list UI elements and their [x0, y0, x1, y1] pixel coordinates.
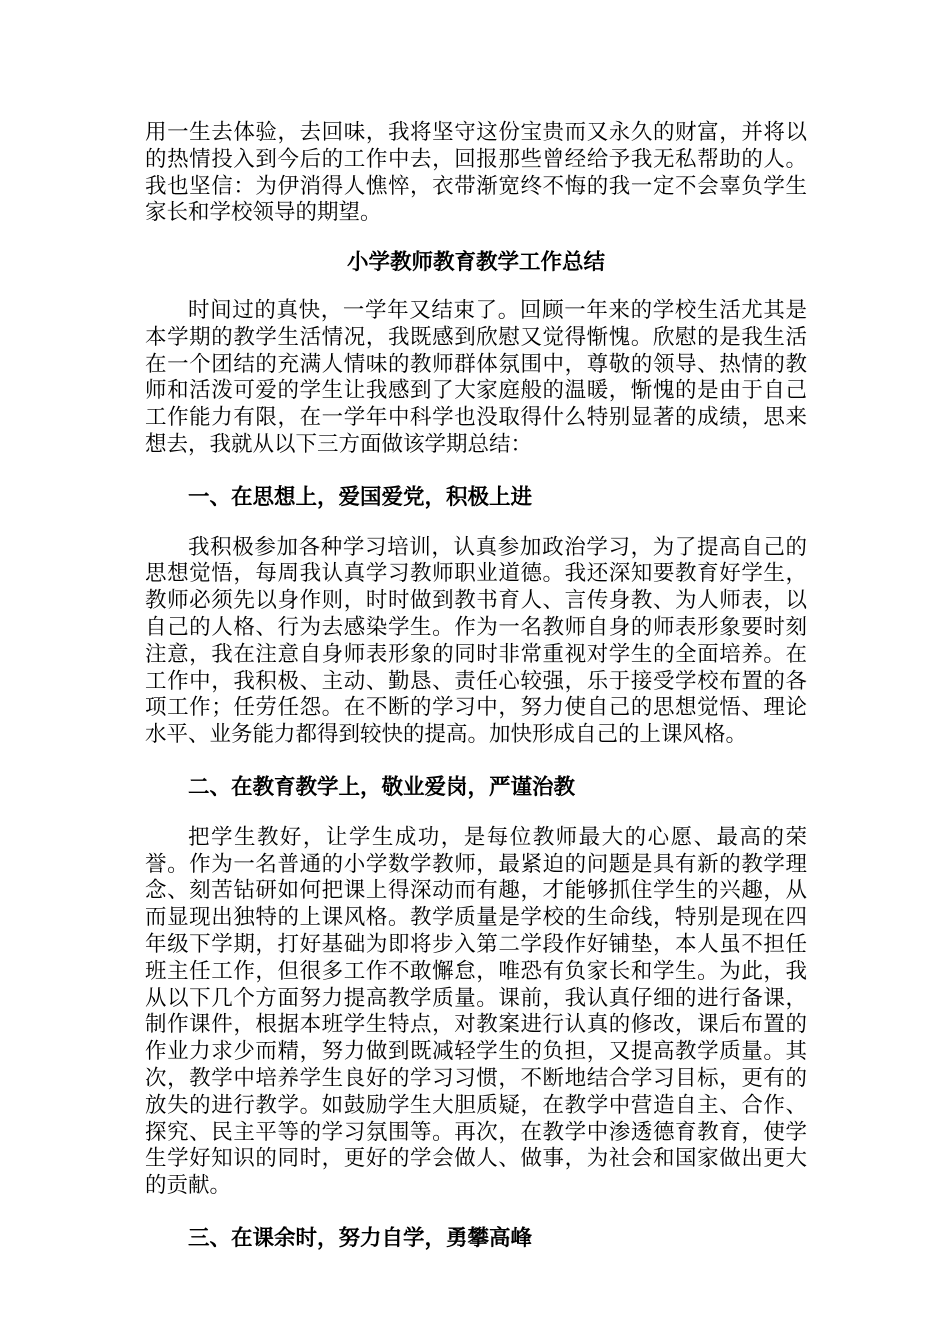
- section-heading-1: 一、在思想上，爱国爱党，积极上进: [188, 484, 533, 510]
- section-body-2: 把学生教好，让学生成功，是每位教师最大的心愿、最高的荣誉。作为一名普通的小学数学教师，最紧迫的问题是具有新的教学理念、刻苦钻研如何把课上得深动而有趣，才能够抓住学生的兴趣，从而显现出独特的上课风格。教学质量是学校的生命线，特别是现在四年级下学期，打好基础为即将步入第二学段作好铺垫，本人虽不担任班主任工作，但很多工作不敢懈怠，唯恐有负家长和学生。为此，我从以下几个方面努力提高教学质量。课前，我认真仔细的进行备课，制作课件，根据本班学生特点，对教案进行认真的修改，课后布置的作业力求少而精，努力做到既减轻学生的负担，又提高教学质量。其次，教学中培养学生良好的学习习惯，不断地结合学习目标，更有的放失的进行教学。如鼓励学生大胆质疑，在教学中营造自主、合作、探究、民主平等的学习氛围等。再次，在教学中渗透德育教育，使学生学好知识的同时，更好的学会做人、做事，为社会和国家做出更大的贡献。: [145, 824, 807, 1199]
- section-body-1: 我积极参加各种学习培训，认真参加政治学习，为了提高自己的思想觉悟，每周我认真学习教师职业道德。我还深知要教育好学生，教师必须先以身作则，时时做到教书育人、言传身教、为人师表，以自己的人格、行为去感染学生。作为一名教师自身的师表形象要时刻注意，我在注意自身师表形象的同时非常重视对学生的全面培养。在工作中，我积极、主动、勤恳、责任心较强，乐于接受学校布置的各项工作；任劳任怨。在不断的学习中，努力使自己的思想觉悟、理论水平、业务能力都得到较快的提高。加快形成自己的上课风格。: [145, 534, 807, 748]
- opening-paragraph: 用一生去体验，去回味，我将坚守这份宝贵而又永久的财富，并将以的热情投入到今后的工作中去，回报那些曾经给予我无私帮助的人。我也坚信：为伊消得人憔悴，衣带渐宽终不悔的我一定不会辜负学生家长和学校领导的期望。: [145, 120, 807, 226]
- section-heading-2: 二、在教育教学上，敬业爱岗，严谨治教: [188, 774, 576, 800]
- intro-paragraph: 时间过的真快，一学年又结束了。回顾一年来的学校生活尤其是本学期的教学生活情况，我既感到欣慰又觉得惭愧。欣慰的是我生活在一个团结的充满人情味的教师群体氛围中，尊敬的领导、热情的教师和活泼可爱的学生让我感到了大家庭般的温暖，惭愧的是由于自己工作能力有限，在一学年中科学也没取得什么特别显著的成绩，思来想去，我就从以下三方面做该学期总结：: [145, 297, 807, 457]
- document-title: 小学教师教育教学工作总结: [346, 250, 605, 276]
- section-heading-3: 三、在课余时，努力自学，勇攀高峰: [188, 1225, 533, 1251]
- document-page: [145, 120, 807, 1253]
